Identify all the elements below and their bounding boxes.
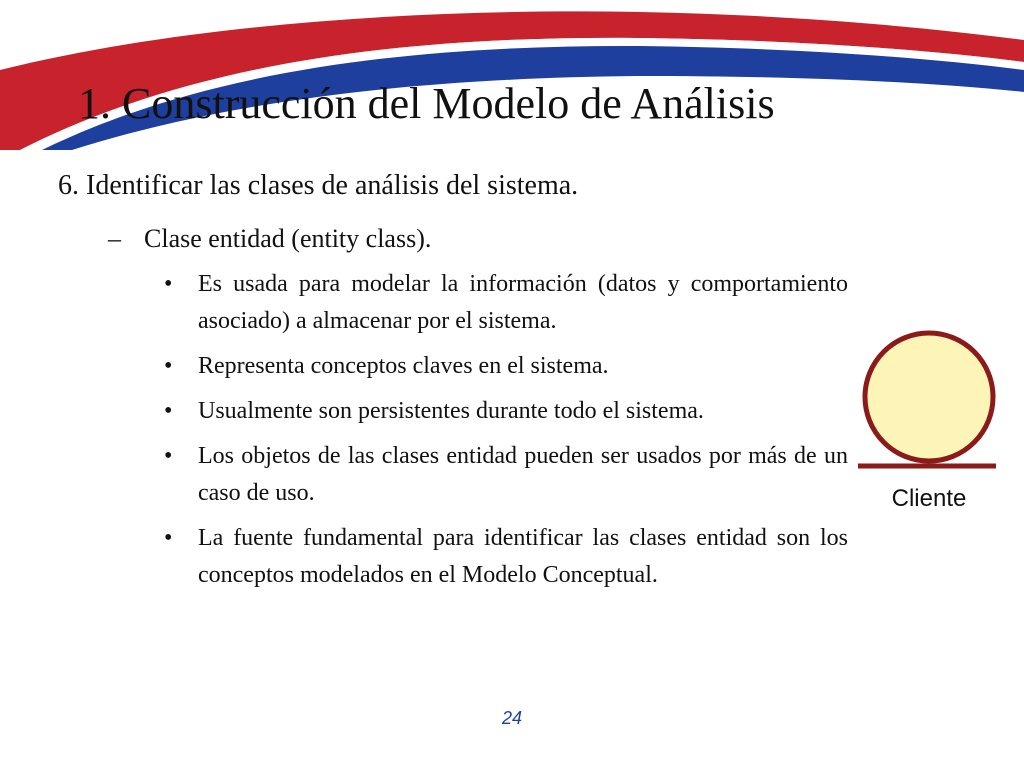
bullet-list xyxy=(164,266,848,602)
level2-heading xyxy=(108,220,431,258)
bullet-text: Representa conceptos claves en el sistema. xyxy=(198,353,609,379)
bullet-text: Los objetos de las clases entidad pueden ser usados por más de un caso de uso. xyxy=(198,443,848,506)
entity-circle xyxy=(865,333,993,461)
entity-label: Cliente xyxy=(891,485,967,512)
bullet-item xyxy=(164,393,848,430)
bullet-dot-icon: • xyxy=(164,398,173,424)
bullet-item xyxy=(164,520,848,594)
bullet-dot-icon: • xyxy=(164,271,173,297)
bullet-text: La fuente fundamental para identificar las clases entidad son los conceptos modelados en el Modelo Conceptual. xyxy=(198,525,848,588)
bullet-dot-icon: • xyxy=(164,525,173,551)
slide-title: 1. Construcción del Modelo de Análisis xyxy=(78,79,775,128)
bullet-item xyxy=(164,348,848,385)
bullet-item xyxy=(164,266,848,340)
bullet-text: Es usada para modelar la información (datos y comportamiento asociado) a almacenar por el sistema. xyxy=(198,271,848,334)
dash-symbol: – xyxy=(108,224,121,253)
level1-heading: 6. Identificar las clases de análisis del sistema. xyxy=(58,170,579,201)
bullet-item xyxy=(164,438,848,512)
bullet-dot-icon: • xyxy=(164,443,173,469)
bullet-text: Usualmente son persistentes durante todo el sistema. xyxy=(198,398,704,424)
entity-class-icon xyxy=(858,330,1000,510)
page-number: 24 xyxy=(501,708,523,728)
level2-text: Clase entidad (entity class). xyxy=(144,224,432,253)
bullet-dot-icon: • xyxy=(164,353,173,379)
